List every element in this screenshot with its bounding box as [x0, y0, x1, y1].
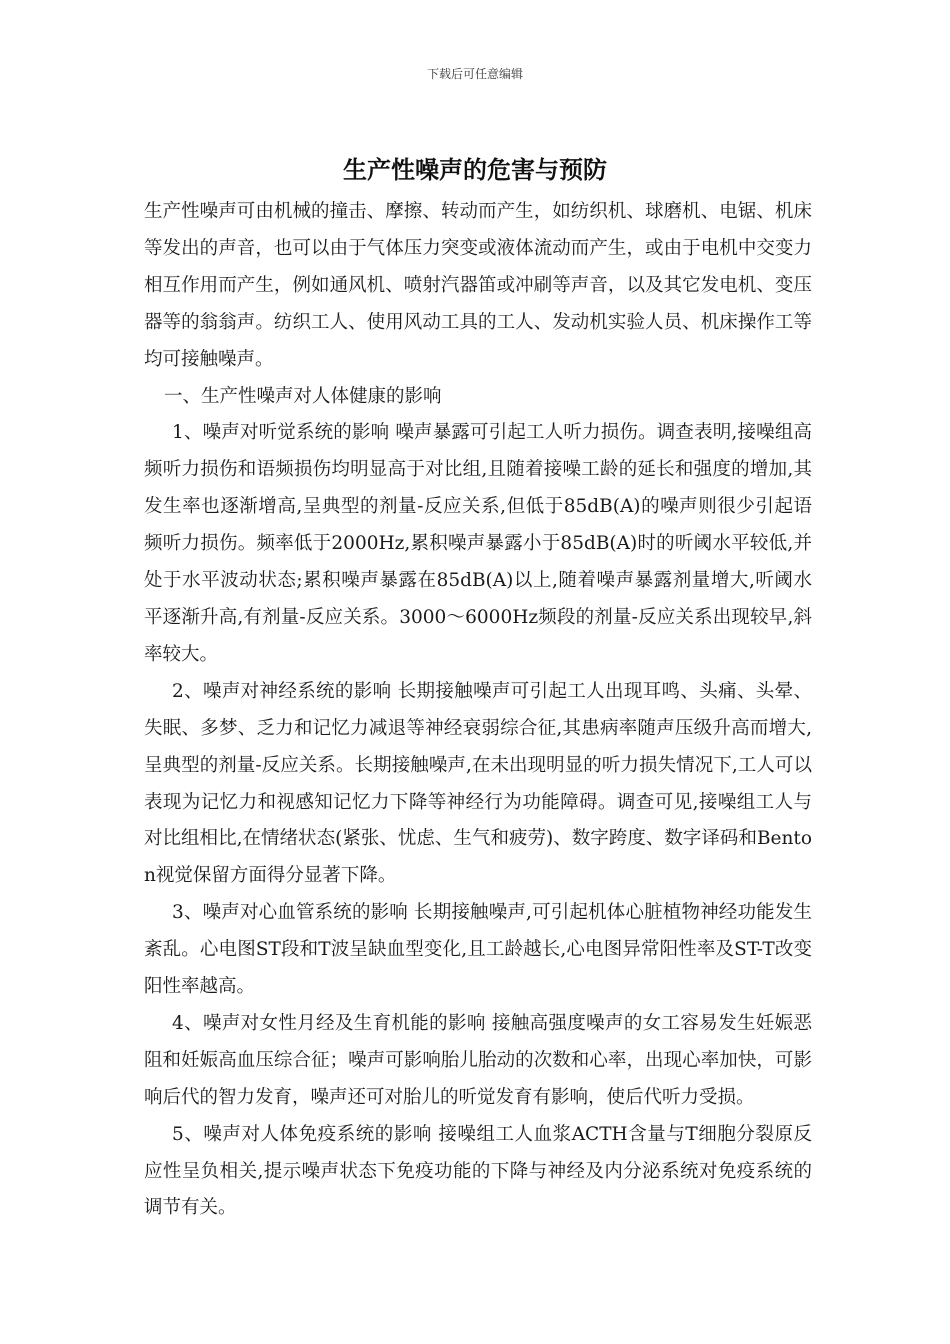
- paragraph-nervous-system: 2、噪声对神经系统的影响 长期接触噪声可引起工人出现耳鸣、头痛、头晕、失眠、多梦、乏力和记忆力减退等神经衰弱综合征,其患病率随声压级升高而增大,呈典型的剂量-反应关系。长期接触噪声,在未出现明显的听力损失情况下,工人可以表现为记忆力和视感知记忆力下降等神经行为功能障碍。调查可见,接噪组工人与对比组相比,在情绪状态(紧张、忧虑、生气和疲劳)、数字跨度、数字译码和Benton视觉保留方面得分显著下降。: [144, 680, 812, 887]
- header-note: 下载后可任意编辑: [426, 67, 523, 81]
- paragraph-immune-system: 5、噪声对人体免疫系统的影响 接噪组工人血浆ACTH含量与T细胞分裂原反应性呈负相关,提示噪声状态下免疫功能的下降与神经及内分泌系统对免疫系统的调节有关。: [144, 1123, 812, 1219]
- document-body: [144, 194, 812, 1227]
- section-heading: 一、生产性噪声对人体健康的影响: [164, 385, 442, 407]
- paragraph-reproductive-function: 4、噪声对女性月经及生育机能的影响 接触高强度噪声的女工容易发生妊娠恶阻和妊娠高血压综合征；噪声可影响胎儿胎动的次数和心率，出现心率加快，可影响后代的智力发育，噪声还可对胎儿的听觉发育有影响，使后代听力受损。: [144, 1012, 812, 1108]
- intro-paragraph: 生产性噪声可由机械的撞击、摩擦、转动而产生，如纺织机、球磨机、电锯、机床等发出的声音，也可以由于气体压力突变或液体流动而产生，或由于电机中交变力相互作用而产生，例如通风机、喷射汽器笛或冲刷等声音，以及其它发电机、变压器等的翁翁声。纺织工人、使用风动工具的工人、发动机实验人员、机床操作工等均可接触噪声。: [144, 201, 812, 370]
- document-title: 生产性噪声的危害与预防: [343, 156, 607, 184]
- paragraph-cardiovascular-system: 3、噪声对心血管系统的影响 长期接触噪声,可引起机体心脏植物神经功能发生紊乱。心电图ST段和T波呈缺血型变化,且工龄越长,心电图异常阳性率及ST-T改变阳性率越高。: [144, 902, 812, 998]
- paragraph-hearing-system: 1、噪声对听觉系统的影响 噪声暴露可引起工人听力损伤。调查表明,接噪组高频听力损伤和语频损伤均明显高于对比组,且随着接噪工龄的延长和强度的增加,其发生率也逐渐增高,呈典型的剂量-反应关系,但低于85dB(A)的噪声则很少引起语频听力损伤。频率低于2000Hz,累积噪声暴露小于85dB(A)时的听阈水平较低,并处于水平波动状态;累积噪声暴露在85dB(A)以上,随着噪声暴露剂量增大,听阈水平逐渐升高,有剂量-反应关系。3000～6000Hz频段的剂量-反应关系出现较早,斜率较大。: [144, 422, 812, 665]
